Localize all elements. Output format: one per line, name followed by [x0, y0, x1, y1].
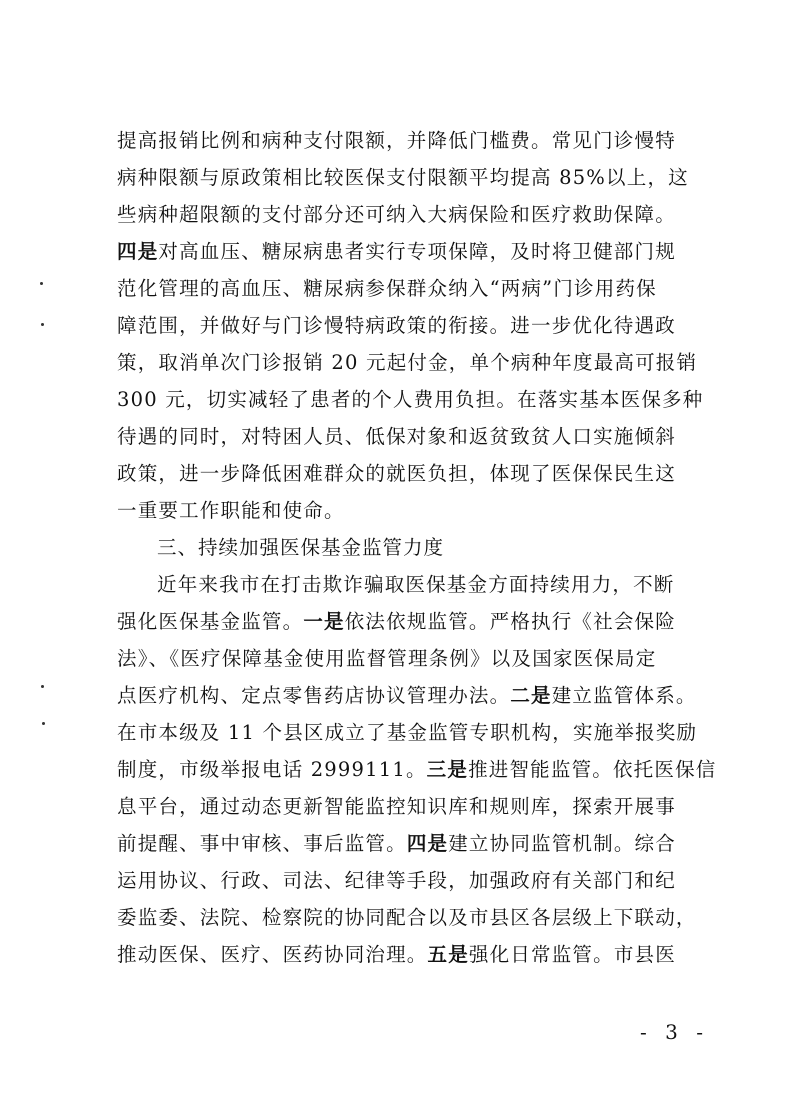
text-line: 近年来我市在打击欺诈骗取医保基金方面持续用力，不断 [157, 573, 675, 596]
text-line: 策，取消单次门诊报销 20 元起付金，单个病种年度最高可报销 [117, 351, 698, 374]
text-line: 制度，市级举报电话 2999111。三是推进智能监管。依托医保信 [117, 758, 717, 781]
margin-dot [42, 722, 45, 725]
text-line: 点医疗机构、定点零售药店协议管理办法。二是建立监管体系。 [117, 684, 697, 707]
text-line: 息平台，通过动态更新智能监控知识库和规则库，探索开展事 [117, 795, 676, 818]
text-line: 范化管理的高血压、糖尿病参保群众纳入“两病”门诊用药保 [117, 277, 657, 300]
text-line: 强化医保基金监管。一是依法依规监管。严格执行《社会保险 [117, 610, 676, 633]
text-line: 一重要工作职能和使命。 [117, 499, 345, 522]
margin-dot [40, 282, 43, 285]
text-line: 法》、《医疗保障基金使用监督管理条例》以及国家医保局定 [117, 647, 657, 670]
text-line: 待遇的同时，对特困人员、低保对象和返贫致贫人口实施倾斜 [117, 425, 676, 448]
text-line: 障范围，并做好与门诊慢特病政策的衔接。进一步优化待遇政 [117, 314, 676, 337]
text-line: 委监委、法院、检察院的协同配合以及市县区各层级上下联动， [117, 906, 697, 929]
text-line: 提高报销比例和病种支付限额，并降低门槛费。常见门诊慢特 [117, 129, 676, 152]
text-line: 病种限额与原政策相比较医保支付限额平均提高 85%以上，这 [117, 166, 689, 189]
text-line: 运用协议、行政、司法、纪律等手段，加强政府有关部门和纪 [117, 869, 676, 892]
text-line: 政策，进一步降低困难群众的就医负担，体现了医保保民生这 [117, 462, 676, 485]
text-line: 四是对高血压、糖尿病患者实行专项保障，及时将卫健部门规 [117, 240, 676, 263]
page-number: - 3 - [640, 1020, 709, 1044]
text-line: 推动医保、医疗、医药协同治理。五是强化日常监管。市县医 [117, 943, 676, 966]
margin-dot [41, 323, 44, 326]
text-line: 在市本级及 11 个县区成立了基金监管专职机构，实施举报奖励 [117, 721, 698, 744]
text-line: 300 元，切实减轻了患者的个人费用负担。在落实基本医保多种 [117, 388, 704, 411]
text-line: 前提醒、事中审核、事后监管。四是建立协同监管机制。综合 [117, 832, 676, 855]
margin-dot [41, 685, 44, 688]
section-heading: 三、持续加强医保基金监管力度 [157, 536, 445, 559]
text-line: 些病种超限额的支付部分还可纳入大病保险和医疗救助保障。 [117, 203, 676, 226]
